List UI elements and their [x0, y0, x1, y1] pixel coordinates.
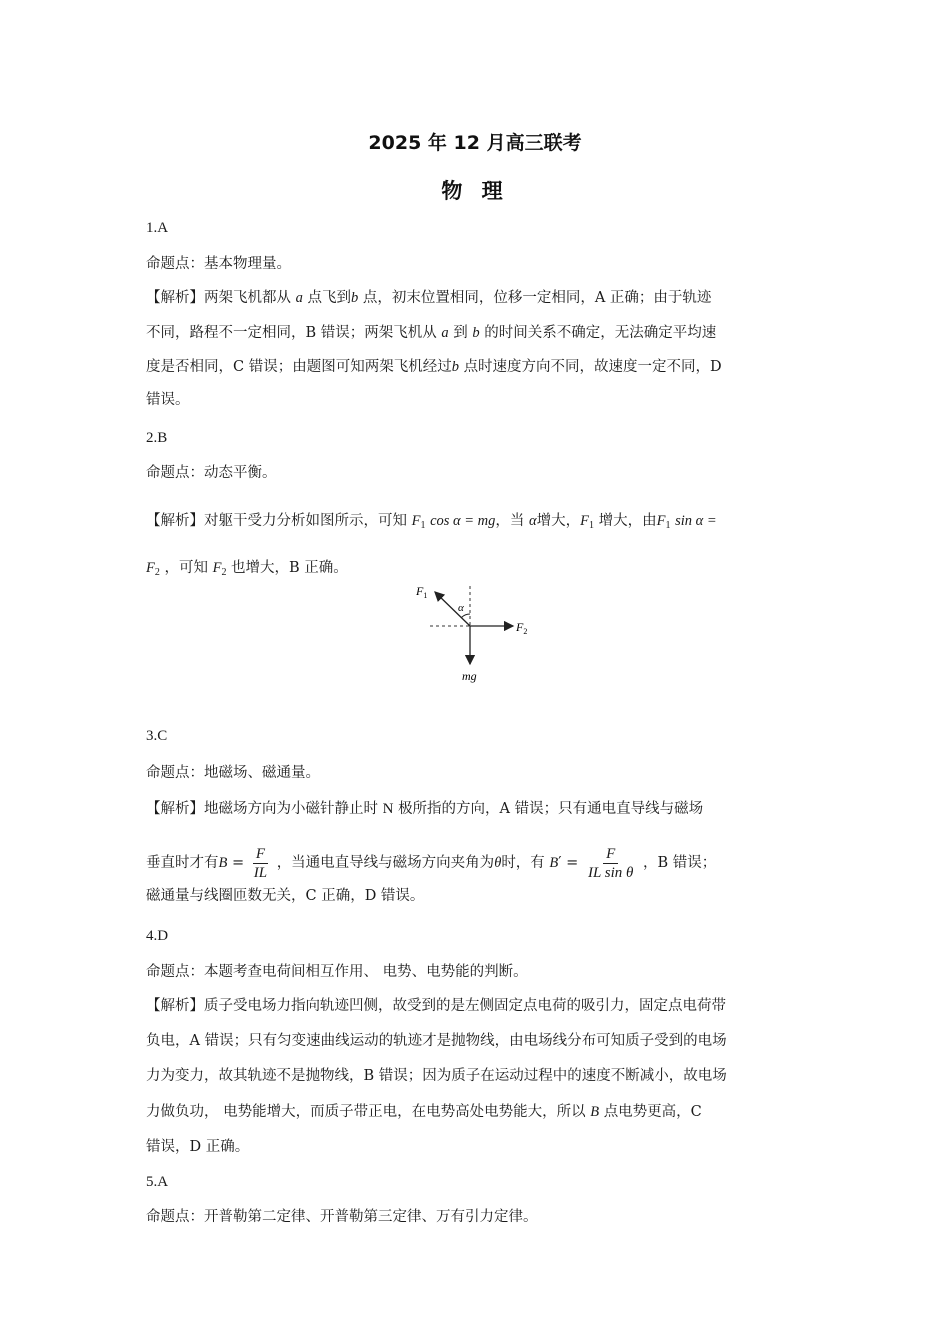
- F1-label: $F_1$: [416, 584, 428, 600]
- q4-text: 点电势更高，C: [603, 1104, 702, 1120]
- q4-line-1: [146, 996, 816, 1016]
- q5-topic: 命题点：开普勒第二定律、开普勒第三定律、万有引力定律。: [146, 1209, 538, 1225]
- var-F2: $F_2$: [146, 560, 160, 578]
- q1-text: 点飞到: [307, 290, 351, 306]
- q4-tag: 【解析】: [146, 998, 204, 1014]
- q3-text: ，B 错误；: [643, 855, 717, 871]
- var-theta: θ: [494, 855, 502, 871]
- eq-sin: sin α =: [675, 513, 717, 529]
- q3-text: 极所指的方向，A 错误；只有通电直导线与磁场: [398, 801, 704, 817]
- q4-line-5: 错误，D 正确。: [146, 1139, 250, 1155]
- q4-line-3: 力为变力，故其轨迹不是抛物线，B 错误；因为质子在运动过程中的速度不断减小，故电场: [146, 1068, 727, 1084]
- q2-text: ，当: [495, 513, 525, 529]
- var-F1: $F_1$: [656, 513, 671, 531]
- q1-text: 到: [453, 325, 468, 341]
- q5-answer: 5.A: [146, 1174, 169, 1190]
- subject-title: 物 理: [441, 179, 509, 203]
- eq-balance: cos α = mg: [430, 513, 496, 529]
- q4-topic: 命题点：本题考查电荷间相互作用、 电势、电势能的判断。: [146, 964, 528, 980]
- var-b: b: [451, 359, 459, 375]
- q1-text: 不同，路程不一定相同，B 错误；两架飞机从: [146, 325, 437, 341]
- var-a: a: [441, 325, 449, 341]
- q1-topic: 命题点：基本物理量。: [146, 256, 291, 272]
- angle-arc: [462, 614, 471, 618]
- var-b: b: [472, 325, 480, 341]
- force-diagram: [410, 578, 540, 688]
- var-B: B: [590, 1104, 600, 1120]
- q3-text: ，当通电直导线与磁场方向夹角为: [276, 855, 495, 871]
- q4-answer: 4.D: [146, 928, 169, 944]
- q1-line-3: [146, 357, 816, 377]
- var-alpha: α: [529, 513, 537, 529]
- q3-line-3: 磁通量与线圈匝数无关，C 正确，D 错误。: [146, 888, 425, 904]
- q3-text: 垂直时才有: [146, 855, 219, 871]
- q1-line-4: 错误。: [146, 392, 190, 408]
- q3-line-1: [146, 799, 816, 819]
- q3-topic: 命题点：地磁场、磁通量。: [146, 765, 320, 781]
- q1-tag: 【解析】: [146, 290, 204, 306]
- q1-text: 两架飞机都从: [204, 290, 291, 306]
- force-F1-arrow: [435, 592, 470, 626]
- q3-answer: 3.C: [146, 728, 168, 744]
- var-F2: $F_2$: [212, 560, 227, 578]
- q3-tag: 【解析】: [146, 801, 204, 817]
- q2-text: 也增大，B 正确。: [231, 560, 348, 576]
- q1-text: 点时速度方向不同，故速度一定不同，D: [463, 359, 722, 375]
- q1-answer: 1.A: [146, 220, 169, 236]
- var-N: N: [382, 801, 394, 817]
- fraction-F-over-IL: $\frac{F}{IL}$: [253, 845, 268, 881]
- q4-text: 力做负功， 电势能增大，而质子带正电，在电势高处电势能大，所以: [146, 1104, 586, 1120]
- q3-text: 时，有: [501, 855, 545, 871]
- var-b: b: [350, 290, 359, 306]
- var-B-prime: B: [549, 855, 559, 871]
- fraction-F-over-ILsin: $\frac{F}{\text{IL sin θ}}$: [587, 845, 634, 881]
- q3-line-2: 垂直时才有B = $\frac{F}{IL}$ ，当通电直导线与磁场方向夹角为θ时，有 B′ = $\frac{F}{\text{IL sin θ}}$ ，B 错误；: [146, 845, 717, 881]
- F2-label: $F_2$: [516, 620, 528, 636]
- q2-line-1: [146, 511, 816, 536]
- alpha-label: α: [458, 602, 464, 614]
- var-a: a: [295, 290, 303, 306]
- q2-text: 增大，: [536, 513, 581, 529]
- q2-topic: 命题点：动态平衡。: [146, 465, 277, 481]
- exam-title: 2025 年 12 月高三联考: [368, 132, 582, 154]
- var-F1: $F_1$: [580, 513, 594, 531]
- q2-text: 增大，由: [598, 513, 657, 529]
- q4-line-2: 负电，A 错误；只有匀变速曲线运动的轨迹才是抛物线，由电场线分布可知质子受到的电场: [146, 1033, 727, 1049]
- q4-line-4: [146, 1102, 816, 1122]
- q1-text: 点，初末位置相同，位移一定相同，A 正确；由于轨迹: [362, 290, 712, 306]
- q2-answer: 2.B: [146, 430, 168, 446]
- q2-text: ，可知: [164, 560, 208, 576]
- q1-line-2: [146, 323, 816, 343]
- q4-text: 质子受电场力指向轨迹凹侧，故受到的是左侧固定点电荷的吸引力，固定点电荷带: [204, 998, 726, 1014]
- q1-line-1: [146, 288, 816, 308]
- var-B: B: [218, 855, 228, 871]
- q2-text: 对躯干受力分析如图所示，可知: [204, 513, 407, 529]
- q3-text: 地磁场方向为小磁针静止时: [204, 801, 378, 817]
- q2-tag: 【解析】: [146, 513, 204, 529]
- q1-text: 的时间关系不确定，无法确定平均速: [484, 325, 717, 341]
- q1-text: 度是否相同，C 错误；由题图可知两架飞机经过: [146, 359, 452, 375]
- var-F1: $F_1$: [411, 513, 426, 531]
- mg-label: mg: [462, 669, 477, 683]
